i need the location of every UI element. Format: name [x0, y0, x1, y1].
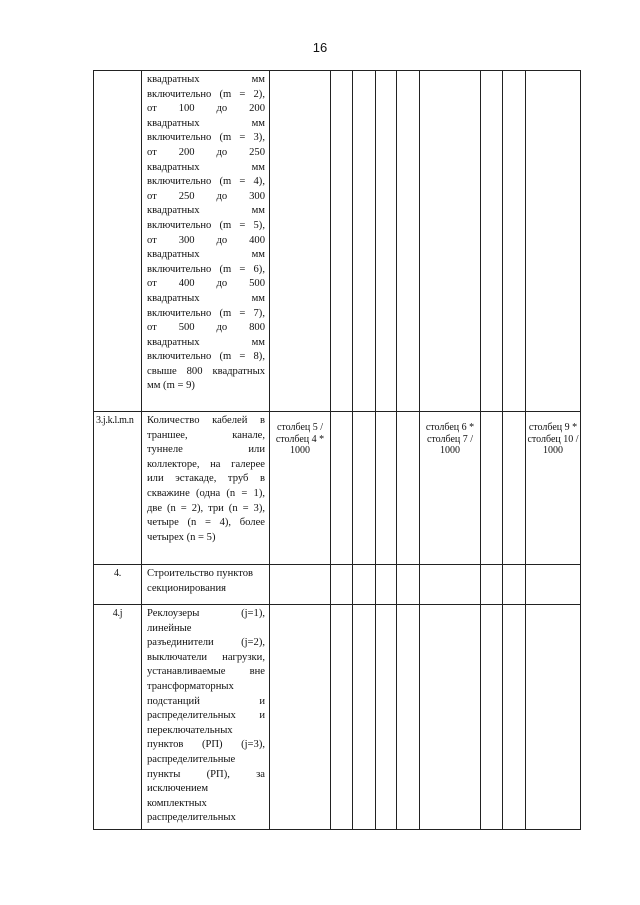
empty-cell — [397, 71, 420, 412]
description-line: от 250 до 300 — [147, 190, 265, 202]
formula-cell: столбец 9 * столбец 10 / 1000 — [526, 412, 581, 565]
description-line: комплектных — [147, 797, 207, 809]
formula-cell — [526, 605, 581, 830]
description-line: квадратных мм — [147, 161, 265, 173]
empty-cell — [503, 565, 526, 605]
description-line: распределительных — [147, 812, 236, 824]
row-number-cell: 3.j.k.l.m.n — [94, 412, 142, 565]
empty-cell — [353, 605, 376, 830]
description-line: или эстакаде, труб в — [147, 473, 265, 485]
description-line: скважине (одна (n = 1), — [147, 487, 265, 499]
description-line: секционирования — [147, 582, 227, 594]
description-line: включительно (m = 6), — [147, 263, 265, 275]
description-line: от 100 до 200 — [147, 103, 265, 115]
description-line: распределительные — [147, 753, 236, 765]
table-body — [94, 71, 581, 830]
empty-cell — [353, 412, 376, 565]
formula-cell — [270, 565, 331, 605]
description-line: квадратных мм — [147, 292, 265, 304]
empty-cell — [376, 71, 397, 412]
description-line: разъединители (j=2), — [147, 637, 265, 649]
description-line: от 500 до 800 — [147, 322, 265, 334]
description-line: Количество кабелей в — [147, 415, 265, 426]
formula-cell — [420, 605, 481, 830]
empty-cell — [397, 412, 420, 565]
description-line: от 400 до 500 — [147, 278, 265, 290]
description-line: распределительных и — [147, 710, 265, 722]
description-line: свыше 800 квадратных — [147, 365, 265, 377]
empty-cell — [353, 565, 376, 605]
empty-cell — [331, 605, 353, 830]
description-line: подстанций и — [147, 695, 265, 707]
description-line: квадратных мм — [147, 205, 265, 217]
empty-cell — [503, 412, 526, 565]
description-line: переключательных — [147, 724, 233, 736]
description-line: трансформаторных — [147, 680, 234, 692]
description-cell — [142, 565, 270, 605]
empty-cell — [376, 412, 397, 565]
formula-cell: столбец 5 / столбец 4 * 1000 — [270, 412, 331, 565]
description-line: линейные — [147, 622, 192, 634]
row-number-cell — [94, 71, 142, 412]
formula-cell — [270, 605, 331, 830]
description-line: устанавливаемые вне — [147, 666, 265, 678]
row-number-cell: 4.j — [94, 605, 142, 830]
row-number-cell: 4. — [94, 565, 142, 605]
empty-cell — [331, 565, 353, 605]
formula-cell — [526, 71, 581, 412]
description-line: включительно (m = 5), — [147, 219, 265, 231]
empty-cell — [481, 71, 503, 412]
description-line: включительно (m = 3), — [147, 132, 265, 144]
description-line: траншее, канале, — [147, 429, 265, 441]
description-line: мм (m = 9) — [147, 380, 195, 392]
tariff-table — [93, 70, 581, 830]
empty-cell — [331, 71, 353, 412]
description-line: Реклоузеры (j=1), — [147, 608, 265, 619]
description-line: включительно (m = 4), — [147, 176, 265, 188]
description-line: квадратных мм — [147, 74, 265, 85]
description-line: Строительство пунктов — [147, 568, 254, 579]
page-number: 16 — [312, 40, 328, 55]
description-line: пункты (РП), за — [147, 768, 265, 780]
empty-cell — [481, 605, 503, 830]
description-line: исключением — [147, 783, 209, 795]
description-line: от 200 до 250 — [147, 146, 265, 158]
description-line: две (n = 2), три (n = 3), — [147, 502, 265, 514]
description-line: включительно (m = 8), — [147, 351, 265, 363]
table-row — [94, 412, 581, 565]
description-line: квадратных мм — [147, 117, 265, 129]
description-cell — [142, 412, 270, 565]
description-line: выключатели нагрузки, — [147, 651, 265, 663]
description-line: квадратных мм — [147, 249, 265, 261]
formula-cell: столбец 6 * столбец 7 / 1000 — [420, 412, 481, 565]
empty-cell — [481, 565, 503, 605]
description-cell — [142, 605, 270, 830]
description-cell — [142, 71, 270, 412]
formula-cell — [526, 565, 581, 605]
table-row — [94, 71, 581, 412]
description-line: четырех (n = 5) — [147, 531, 216, 543]
empty-cell — [331, 412, 353, 565]
description-line: пунктов (РП) (j=3), — [147, 739, 265, 751]
empty-cell — [353, 71, 376, 412]
empty-cell — [481, 412, 503, 565]
empty-cell — [376, 605, 397, 830]
description-line: включительно (m = 2), — [147, 88, 265, 100]
empty-cell — [503, 71, 526, 412]
empty-cell — [397, 565, 420, 605]
description-line: от 300 до 400 — [147, 234, 265, 246]
empty-cell — [503, 605, 526, 830]
description-line: туннеле или — [147, 444, 265, 456]
formula-cell — [420, 71, 481, 412]
description-line: четыре (n = 4), более — [147, 517, 265, 529]
table-row — [94, 565, 581, 605]
empty-cell — [376, 565, 397, 605]
description-line: включительно (m = 7), — [147, 307, 265, 319]
table-row — [94, 605, 581, 830]
empty-cell — [397, 605, 420, 830]
description-line: квадратных мм — [147, 336, 265, 348]
formula-cell — [270, 71, 331, 412]
formula-cell — [420, 565, 481, 605]
description-line: коллекторе, на галерее — [147, 458, 265, 470]
